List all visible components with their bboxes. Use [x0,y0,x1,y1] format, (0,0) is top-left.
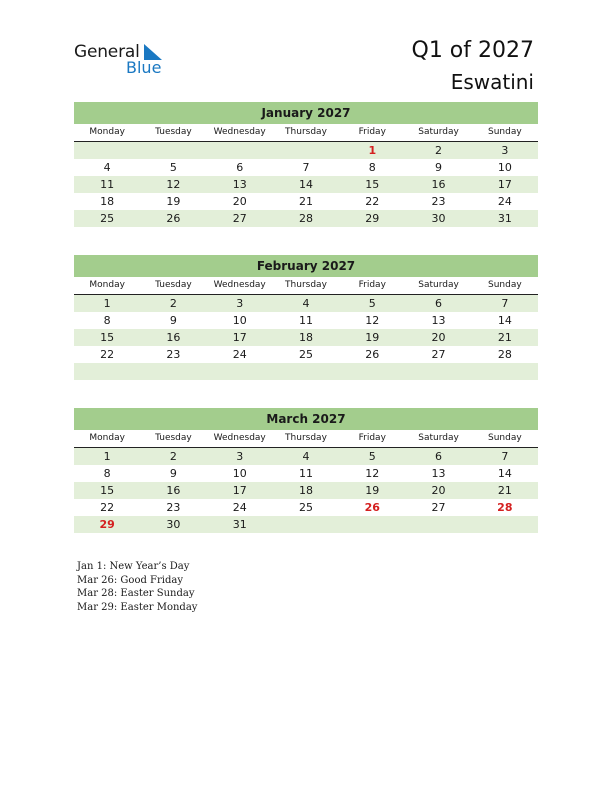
day-cell: 20 [232,195,247,208]
day-cell: 7 [501,297,509,310]
week-row [74,482,538,499]
week-row [74,193,538,210]
day-cell [273,516,339,533]
logo [74,42,174,76]
day-cell: 16 [431,178,446,191]
month-title: January 2027 [74,102,538,124]
day-cell [140,142,206,159]
day-cell: 14 [497,467,512,480]
day-cell: 17 [232,484,247,497]
day-cell: 9 [169,467,177,480]
week-row [74,159,538,176]
day-cell [472,363,538,380]
day-cell [207,363,273,380]
weekday-label: Monday [89,433,125,443]
day-cell: 13 [431,314,446,327]
day-cell: 6 [435,450,443,463]
day-cell: 21 [497,484,512,497]
logo-text-general: General [74,42,140,62]
day-cell: 27 [431,501,446,514]
holiday-note: Mar 26: Good Friday [77,574,183,586]
day-cell: 26 [364,501,380,514]
day-cell: 9 [435,161,443,174]
day-cell: 30 [166,518,181,531]
day-cell [339,516,405,533]
day-cell: 18 [298,331,313,344]
weekday-label: Wednesday [213,127,266,137]
day-cell: 28 [497,348,512,361]
holiday-note: Mar 28: Easter Sunday [77,588,195,599]
week-row [74,312,538,329]
day-cell: 7 [501,450,509,463]
day-cell: 13 [232,178,247,191]
day-cell: 20 [431,484,446,497]
day-cell [339,363,405,380]
page-title: Q1 of 2027 [411,38,534,63]
day-cell: 1 [368,144,377,157]
weekday-label: Monday [89,127,125,137]
day-cell: 4 [302,450,310,463]
month-calendar [74,102,538,227]
day-cell: 12 [365,467,380,480]
day-cell: 31 [232,518,247,531]
day-cell: 15 [100,331,115,344]
day-cell: 8 [368,161,376,174]
day-cell: 10 [232,467,247,480]
weekday-label: Wednesday [213,433,266,443]
day-cell: 2 [435,144,443,157]
day-cell: 30 [431,212,446,225]
week-row [74,499,538,516]
day-cell: 18 [298,484,313,497]
weekday-label: Friday [358,280,386,290]
day-cell: 11 [100,178,115,191]
holiday-notes [77,560,197,614]
weekday-label: Saturday [418,433,459,443]
day-cell: 31 [497,212,512,225]
week-row [74,363,538,380]
month-calendar [74,255,538,380]
day-cell: 16 [166,331,181,344]
day-cell: 22 [365,195,380,208]
day-cell: 23 [166,501,181,514]
weekday-label: Saturday [418,280,459,290]
holiday-note: Mar 29: Easter Monday [77,601,198,613]
day-cell [405,363,471,380]
day-cell [207,142,273,159]
day-cell: 27 [232,212,247,225]
day-cell: 11 [298,467,313,480]
day-cell: 1 [103,450,111,463]
day-cell: 25 [298,501,313,514]
day-cell: 5 [169,161,177,174]
day-cell: 17 [497,178,512,191]
day-cell: 20 [431,331,446,344]
weekday-label: Friday [358,433,386,443]
day-cell [273,363,339,380]
day-cell: 24 [232,348,247,361]
day-cell: 29 [365,212,380,225]
day-cell: 15 [100,484,115,497]
day-cell: 12 [365,314,380,327]
day-cell: 8 [103,314,111,327]
weekday-label: Thursday [285,280,327,290]
weekday-label: Tuesday [155,127,192,137]
day-cell: 22 [100,348,115,361]
day-cell: 23 [166,348,181,361]
weekday-label: Saturday [418,127,459,137]
week-row [74,329,538,346]
holiday-note: Jan 1: New Year’s Day [77,561,190,572]
month-title: March 2027 [74,408,538,430]
day-cell: 6 [435,297,443,310]
week-row [74,142,538,159]
month-calendar [74,408,538,533]
weekday-label: Thursday [285,433,327,443]
day-cell: 16 [166,484,181,497]
day-cell: 5 [368,450,376,463]
day-cell: 28 [298,212,313,225]
day-cell: 1 [103,297,111,310]
day-cell: 4 [103,161,111,174]
day-cell: 3 [236,297,244,310]
day-cell: 24 [497,195,512,208]
week-row [74,346,538,363]
day-cell: 10 [232,314,247,327]
month-title: February 2027 [74,255,538,277]
day-cell: 25 [298,348,313,361]
day-cell: 21 [497,331,512,344]
day-cell: 27 [431,348,446,361]
day-cell: 7 [302,161,310,174]
day-cell: 26 [166,212,181,225]
day-cell: 5 [368,297,376,310]
day-cell: 21 [298,195,313,208]
day-cell: 8 [103,467,111,480]
day-cell: 19 [365,484,380,497]
week-row [74,516,538,533]
weekday-label: Monday [89,280,125,290]
weekday-header-row [74,277,538,295]
weekday-label: Sunday [487,280,522,290]
weekday-label: Sunday [487,127,522,137]
day-cell: 14 [497,314,512,327]
day-cell [405,516,471,533]
day-cell: 15 [365,178,380,191]
day-cell: 9 [169,314,177,327]
day-cell: 29 [99,518,115,531]
day-cell: 10 [497,161,512,174]
day-cell: 25 [100,212,115,225]
day-cell: 19 [166,195,181,208]
day-cell: 23 [431,195,446,208]
weekday-label: Tuesday [155,433,192,443]
day-cell [273,142,339,159]
day-cell: 4 [302,297,310,310]
weekday-label: Wednesday [213,280,266,290]
weekday-header-row [74,430,538,448]
day-cell: 3 [236,450,244,463]
day-cell: 3 [501,144,509,157]
week-row [74,295,538,312]
week-row [74,465,538,482]
day-cell: 26 [365,348,380,361]
day-cell: 18 [100,195,115,208]
weekday-label: Tuesday [155,280,192,290]
day-cell: 2 [169,450,177,463]
week-row [74,448,538,465]
day-cell: 14 [298,178,313,191]
day-cell: 28 [497,501,513,514]
day-cell [74,142,140,159]
day-cell: 22 [100,501,115,514]
day-cell: 17 [232,331,247,344]
day-cell: 11 [298,314,313,327]
day-cell: 12 [166,178,181,191]
day-cell: 6 [236,161,244,174]
weekday-label: Friday [358,127,386,137]
day-cell: 24 [232,501,247,514]
week-row [74,210,538,227]
weekday-label: Thursday [285,127,327,137]
day-cell: 13 [431,467,446,480]
country-name: Eswatini [450,70,534,94]
day-cell: 2 [169,297,177,310]
day-cell [140,363,206,380]
weekday-label: Sunday [487,433,522,443]
day-cell [472,516,538,533]
day-cell: 19 [365,331,380,344]
weekday-header-row [74,124,538,142]
logo-text-blue: Blue [126,58,162,77]
week-row [74,176,538,193]
day-cell [74,363,140,380]
